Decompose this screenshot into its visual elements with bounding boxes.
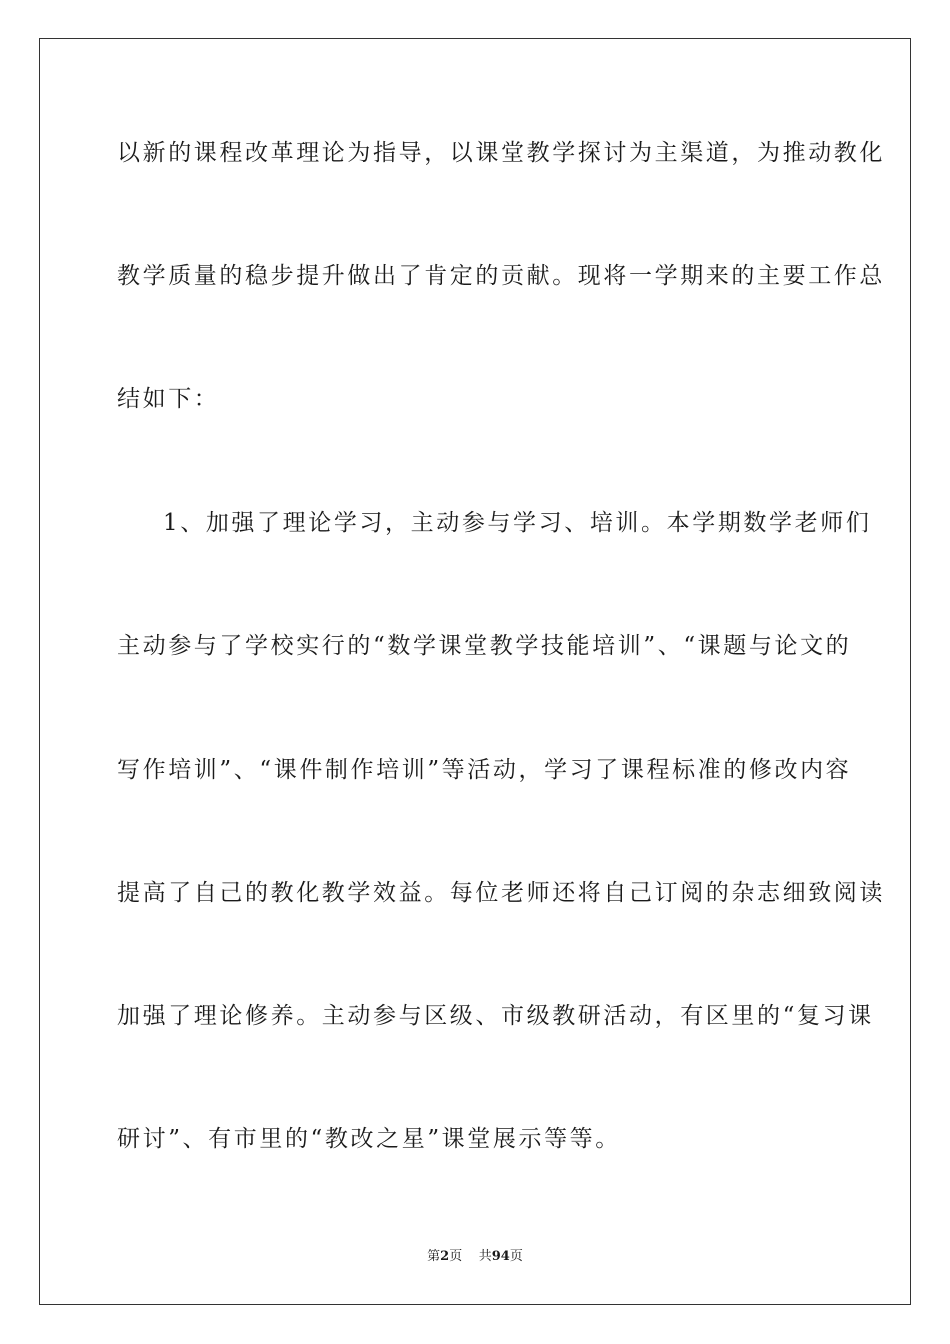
- body-text-line: 以新的课程改革理论为指导，以课堂教学探讨为主渠道，为推动教化: [117, 140, 885, 166]
- total-suffix: 页: [509, 1249, 523, 1264]
- body-text-line: 主动参与了学校实行的“数学课堂教学技能培训”、“课题与论文的: [117, 633, 852, 659]
- body-text-line: 提高了自己的教化教学效益。每位老师还将自己订阅的杂志细致阅读: [117, 880, 885, 906]
- body-text-line: 1、加强了理论学习，主动参与学习、培训。本学期数学老师们: [163, 510, 872, 536]
- body-text-line: 结如下：: [117, 386, 220, 412]
- page-prefix: 第: [427, 1249, 441, 1264]
- total-prefix: 共: [478, 1249, 492, 1264]
- body-text-line: 写作培训”、“课件制作培训”等活动，学习了课程标准的修改内容: [117, 757, 852, 783]
- body-text-line: 加强了理论修养。主动参与区级、市级教研活动，有区里的“复习课: [117, 1003, 874, 1029]
- current-page-number: 2: [440, 1249, 450, 1264]
- page-border: [39, 38, 911, 1305]
- body-text-line: 教学质量的稳步提升做出了肯定的贡献。现将一学期来的主要工作总: [117, 263, 885, 289]
- total-page-number: 94: [491, 1249, 510, 1264]
- page-footer: [0, 1248, 950, 1266]
- body-text-line: 研讨”、有市里的“教改之星”课堂展示等等。: [117, 1126, 621, 1152]
- page-suffix: 页: [449, 1249, 463, 1264]
